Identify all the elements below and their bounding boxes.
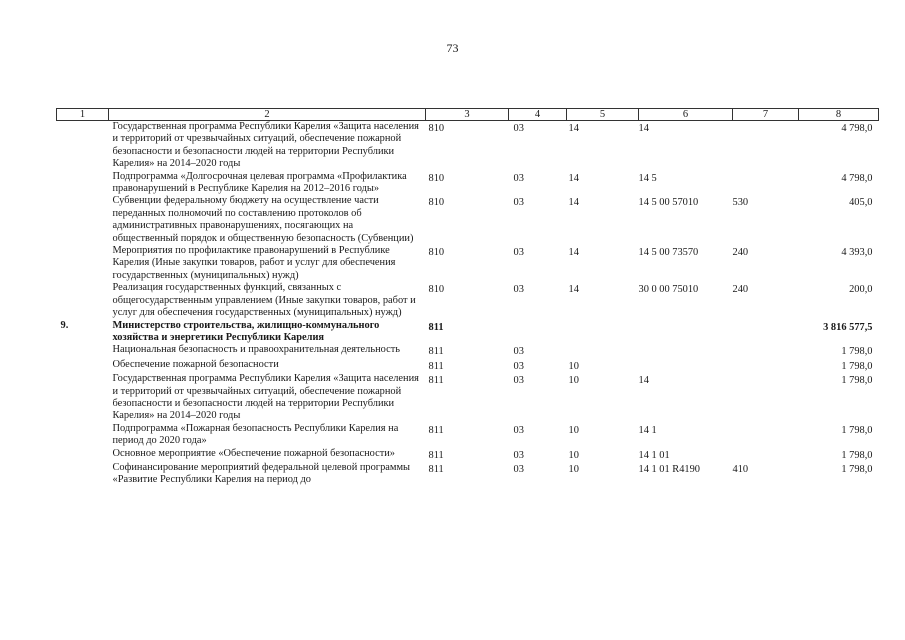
row-col-6 bbox=[639, 282, 733, 319]
table-row bbox=[57, 462, 879, 487]
header-col-1: 1 bbox=[57, 109, 109, 121]
row-col-6 bbox=[639, 359, 733, 373]
row-col-6 bbox=[639, 320, 733, 345]
table-row bbox=[57, 121, 879, 171]
row-number bbox=[57, 121, 109, 171]
row-amount-value: 200,0 bbox=[849, 284, 873, 296]
row-col-6-value: 14 5 00 57010 bbox=[638, 197, 699, 209]
row-col-5-value: 10 bbox=[568, 449, 579, 461]
row-col-5-value: 10 bbox=[568, 360, 579, 372]
row-col-4 bbox=[509, 423, 567, 448]
table-row bbox=[57, 423, 879, 448]
row-col-5-value: 10 bbox=[568, 375, 579, 387]
row-col-4-value: 03 bbox=[513, 375, 524, 387]
header-col-6: 6 bbox=[639, 109, 733, 121]
row-col-7 bbox=[733, 320, 799, 345]
row-col-6 bbox=[639, 171, 733, 196]
page-number: 73 bbox=[446, 41, 459, 55]
row-amount-value: 1 798,0 bbox=[841, 449, 873, 461]
row-amount-value: 1 798,0 bbox=[841, 463, 873, 475]
row-col-4-value: 03 bbox=[513, 247, 524, 259]
row-amount-value: 4 798,0 bbox=[841, 172, 873, 184]
header-col-5: 5 bbox=[567, 109, 639, 121]
row-number bbox=[57, 373, 109, 423]
row-col-6-value: 14 bbox=[638, 123, 649, 134]
header-col-4: 4 bbox=[509, 109, 567, 121]
row-number bbox=[57, 462, 109, 487]
row-col-7 bbox=[733, 462, 799, 487]
row-col-4 bbox=[509, 195, 567, 245]
row-col-4 bbox=[509, 171, 567, 196]
row-name: Государственная программа Республики Карелия «Защита населения и территорий от чрезвычайных ситуаций, обеспечение пожарной безопасности и безопасности людей на территории Республики Карелия» на 2014–2020 годы bbox=[112, 121, 419, 170]
row-col-6-value: 14 1 bbox=[638, 424, 657, 436]
header-col-7: 7 bbox=[733, 109, 799, 121]
row-col-5 bbox=[567, 195, 639, 245]
row-col-4-value: 03 bbox=[513, 172, 524, 184]
row-amount bbox=[799, 462, 879, 487]
table-row bbox=[57, 373, 879, 423]
row-col-4-value: 03 bbox=[513, 424, 524, 436]
row-col-5 bbox=[567, 320, 639, 345]
row-col-3-value: 810 bbox=[428, 123, 445, 134]
row-amount bbox=[799, 282, 879, 319]
row-col-3-value: 811 bbox=[428, 463, 444, 475]
row-amount-value: 1 798,0 bbox=[841, 360, 873, 372]
row-col-3-value: 811 bbox=[428, 346, 444, 358]
row-col-6 bbox=[639, 423, 733, 448]
row-col-3 bbox=[426, 195, 509, 245]
row-col-6 bbox=[639, 245, 733, 282]
row-col-5 bbox=[567, 282, 639, 319]
row-name: Мероприятия по профилактике правонарушений в Республике Карелия (Иные закупки товаров, работ и услуг для обеспечения государственных (муниципальных) нужд) bbox=[112, 245, 396, 281]
row-col-5 bbox=[567, 171, 639, 196]
row-col-5 bbox=[567, 373, 639, 423]
row-col-7 bbox=[733, 359, 799, 373]
row-col-6 bbox=[639, 462, 733, 487]
header-col-8: 8 bbox=[799, 109, 879, 121]
row-col-3 bbox=[426, 373, 509, 423]
row-name: Министерство строительства, жилищно-коммунального хозяйства и энергетики Республики Карелия bbox=[112, 319, 380, 343]
row-col-4 bbox=[509, 462, 567, 487]
row-col-7 bbox=[733, 448, 799, 462]
row-amount-value: 4 798,0 bbox=[841, 123, 873, 134]
row-col-3 bbox=[426, 359, 509, 373]
row-number bbox=[57, 171, 109, 196]
row-name: Национальная безопасность и правоохранительная деятельность bbox=[112, 344, 400, 356]
row-col-6-value: 14 bbox=[638, 375, 649, 387]
row-name: Обеспечение пожарной безопасности bbox=[112, 358, 279, 370]
row-col-6-value: 14 5 bbox=[638, 172, 657, 184]
row-col-7-value: 410 bbox=[732, 463, 749, 475]
row-amount bbox=[799, 245, 879, 282]
row-col-3-value: 811 bbox=[428, 321, 444, 333]
budget-table bbox=[56, 108, 879, 487]
row-col-7 bbox=[733, 282, 799, 319]
row-number bbox=[57, 245, 109, 282]
row-col-3-value: 810 bbox=[428, 197, 445, 209]
header-col-3: 3 bbox=[426, 109, 509, 121]
row-name: Основное мероприятие «Обеспечение пожарной безопасности» bbox=[112, 447, 396, 459]
row-col-4 bbox=[509, 448, 567, 462]
row-col-7-value: 240 bbox=[732, 247, 749, 259]
table-row bbox=[57, 245, 879, 282]
row-col-7 bbox=[733, 423, 799, 448]
row-col-5 bbox=[567, 344, 639, 358]
row-name: Реализация государственных функций, связанных с общегосударственным управлением (Иные закупки товаров, работ и услуг для обеспечения государственных (муниципальных) нужд) bbox=[112, 282, 416, 319]
row-col-7 bbox=[733, 195, 799, 245]
row-number: 9. bbox=[60, 319, 69, 331]
table-row bbox=[57, 320, 879, 345]
row-amount-value: 1 798,0 bbox=[841, 346, 873, 358]
table-body bbox=[57, 121, 879, 487]
row-col-4 bbox=[509, 245, 567, 282]
row-col-5 bbox=[567, 448, 639, 462]
row-amount-value: 1 798,0 bbox=[841, 424, 873, 436]
row-col-4-value: 03 bbox=[513, 123, 524, 134]
row-col-6-value: 14 1 01 bbox=[638, 449, 670, 461]
header-row bbox=[57, 109, 879, 121]
row-col-6-value: 30 0 00 75010 bbox=[638, 284, 699, 296]
row-number bbox=[57, 359, 109, 373]
row-col-4-value: 03 bbox=[513, 449, 524, 461]
row-col-6 bbox=[639, 195, 733, 245]
row-col-5 bbox=[567, 245, 639, 282]
row-number bbox=[57, 423, 109, 448]
row-col-5 bbox=[567, 462, 639, 487]
row-amount bbox=[799, 359, 879, 373]
row-col-3 bbox=[426, 282, 509, 319]
row-col-7 bbox=[733, 171, 799, 196]
row-col-5-value: 10 bbox=[568, 463, 579, 475]
row-amount-value: 1 798,0 bbox=[841, 375, 873, 387]
row-number bbox=[57, 344, 109, 358]
row-amount bbox=[799, 195, 879, 245]
row-name: Государственная программа Республики Карелия «Защита населения и территорий от чрезвычайных ситуаций, обеспечение пожарной безопасности и безопасности людей на территории Республики Карелия» на 2014–2020 годы bbox=[112, 373, 419, 422]
row-col-4-value: 03 bbox=[513, 346, 524, 358]
row-col-4-value: 03 bbox=[513, 284, 524, 296]
row-col-5-value: 10 bbox=[568, 424, 579, 436]
row-col-3 bbox=[426, 320, 509, 345]
table-row bbox=[57, 171, 879, 196]
row-col-3-value: 810 bbox=[428, 284, 445, 296]
row-col-5-value: 14 bbox=[568, 123, 579, 134]
row-col-3-value: 810 bbox=[428, 247, 445, 259]
row-col-3 bbox=[426, 462, 509, 487]
row-col-5-value: 14 bbox=[568, 197, 579, 209]
row-col-3 bbox=[426, 344, 509, 358]
row-amount bbox=[799, 423, 879, 448]
row-col-3-value: 811 bbox=[428, 360, 444, 372]
row-col-7-value: 530 bbox=[732, 197, 749, 209]
row-amount-value: 405,0 bbox=[849, 197, 873, 209]
row-number bbox=[57, 195, 109, 245]
table-header bbox=[57, 109, 879, 121]
row-col-4 bbox=[509, 121, 567, 171]
row-col-4 bbox=[509, 359, 567, 373]
row-col-4-value: 03 bbox=[513, 463, 524, 475]
row-col-4 bbox=[509, 282, 567, 319]
table-row bbox=[57, 359, 879, 373]
row-amount bbox=[799, 320, 879, 345]
row-col-6 bbox=[639, 121, 733, 171]
row-col-7 bbox=[733, 121, 799, 171]
row-col-3-value: 811 bbox=[428, 449, 444, 461]
row-name: Подпрограмма «Долгосрочная целевая программа «Профилактика правонарушений в Республике Карелия на 2012–2016 годы» bbox=[112, 170, 407, 195]
row-col-4 bbox=[509, 344, 567, 358]
row-amount bbox=[799, 373, 879, 423]
row-name: Субвенции федеральному бюджету на осуществление части переданных полномочий по составлению протоколов об административных правонарушениях, посягающих на общественный порядок и общественную безопасность (Субвенции) bbox=[112, 195, 414, 244]
row-col-6 bbox=[639, 448, 733, 462]
row-col-4 bbox=[509, 373, 567, 423]
row-col-3 bbox=[426, 171, 509, 196]
row-col-6 bbox=[639, 373, 733, 423]
table-row bbox=[57, 344, 879, 358]
table-row bbox=[57, 195, 879, 245]
row-amount bbox=[799, 448, 879, 462]
row-name: Подпрограмма «Пожарная безопасность Республики Карелия на период до 2020 года» bbox=[112, 422, 399, 447]
header-col-2: 2 bbox=[109, 109, 426, 121]
row-col-3 bbox=[426, 121, 509, 171]
row-number bbox=[57, 448, 109, 462]
row-col-5-value: 14 bbox=[568, 172, 579, 184]
row-col-7 bbox=[733, 344, 799, 358]
row-col-5 bbox=[567, 121, 639, 171]
row-col-5-value: 14 bbox=[568, 284, 579, 296]
row-col-3 bbox=[426, 245, 509, 282]
row-col-6 bbox=[639, 344, 733, 358]
row-col-5 bbox=[567, 423, 639, 448]
row-col-5 bbox=[567, 359, 639, 373]
row-col-6-value: 14 1 01 R4190 bbox=[638, 463, 700, 475]
row-col-3 bbox=[426, 448, 509, 462]
row-col-3-value: 810 bbox=[428, 172, 445, 184]
row-amount bbox=[799, 121, 879, 171]
row-col-7 bbox=[733, 373, 799, 423]
row-col-5-value: 14 bbox=[568, 247, 579, 259]
row-col-4-value: 03 bbox=[513, 197, 524, 209]
row-col-6-value: 14 5 00 73570 bbox=[638, 247, 699, 259]
row-amount bbox=[799, 171, 879, 196]
row-col-3-value: 811 bbox=[428, 375, 444, 387]
row-col-3-value: 811 bbox=[428, 424, 444, 436]
row-name: Софинансирование мероприятий федеральной целевой программы «Развитие Республики Карелия на период до bbox=[112, 461, 411, 486]
row-col-7-value: 240 bbox=[732, 284, 749, 296]
row-amount-value: 3 816 577,5 bbox=[823, 321, 873, 333]
row-col-3 bbox=[426, 423, 509, 448]
row-amount-value: 4 393,0 bbox=[841, 247, 873, 259]
row-col-7 bbox=[733, 245, 799, 282]
row-col-4 bbox=[509, 320, 567, 345]
row-col-4-value: 03 bbox=[513, 360, 524, 372]
row-number bbox=[57, 282, 109, 319]
table-row bbox=[57, 282, 879, 319]
table-row bbox=[57, 448, 879, 462]
row-amount bbox=[799, 344, 879, 358]
